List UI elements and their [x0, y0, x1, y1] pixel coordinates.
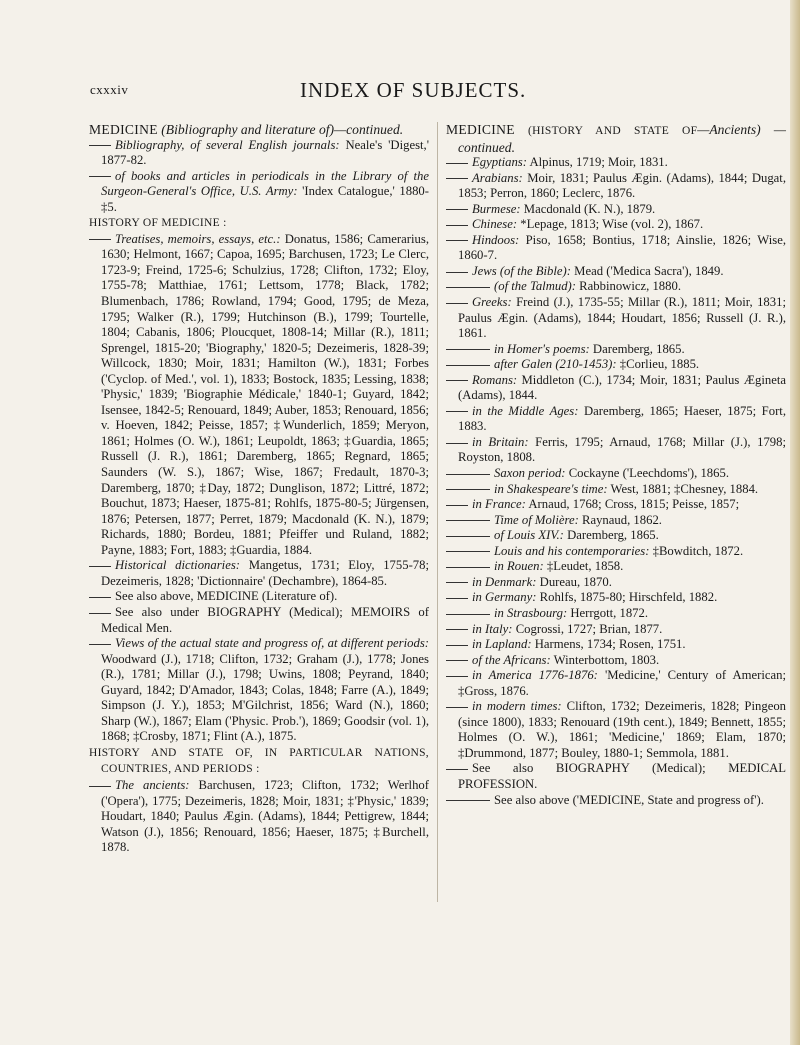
index-entry [446, 155, 786, 171]
ditto-dash [446, 349, 490, 350]
ditto-dash [446, 645, 468, 646]
entry-text: Daremberg, 1865. [589, 341, 685, 356]
left-entries [89, 138, 429, 856]
index-entry [89, 169, 429, 216]
entry-label: HISTORY AND STATE OF, IN PARTICULAR NATIONS, COUNTRIES, AND PERIODS : [89, 746, 429, 776]
ditto-dash [446, 272, 468, 273]
index-entry [446, 497, 786, 513]
entry-text: Alpinus, 1719; Moir, 1831. [526, 155, 668, 170]
index-entry [89, 232, 429, 558]
ditto-dash [446, 582, 468, 583]
entry-label: Egyptians: [472, 155, 527, 170]
entry-label: HISTORY OF MEDICINE : [89, 217, 227, 230]
index-entry [446, 264, 786, 280]
entry-label: in Shakespeare's time: [494, 481, 608, 496]
index-entry [89, 589, 429, 605]
entry-text: Macdonald (K. N.), 1879. [520, 201, 656, 216]
entry-text: Rabbinowicz, 1880. [576, 279, 682, 294]
page-edge [790, 0, 800, 1045]
entry-label: in modern times: [472, 699, 562, 714]
index-entry [89, 778, 429, 856]
ditto-dash [446, 163, 468, 164]
index-entry [446, 653, 786, 669]
ditto-dash [89, 566, 111, 567]
ditto-dash [446, 800, 490, 801]
entry-label: Saxon period: [494, 466, 566, 481]
entry-text: Donatus, 1586; Camerarius, 1630; Helmont, 1667; Capoa, 1695; Barchusen, 1723; Le Clerc, 1723-9; Freind, 1725-6; Schulzius, 1728; Clifton, 1732; Eloy, 1755-78; Matthiae, 1761; Lettsom, 1778; Black, 1782; Blumenbach, 1786; Rowland, 1794; Good, 1795; de Meza, 1795; Walker (R.), 1799; Hutchinson (B.), 1799; Tourtelle, 1804; Cabanis, 1806; Ploucquet, 1808-14; Millar (R.), 1811; Sprengel, 1815-20; 'Biography,' 1820-5; Dezeimeris, 1828-39; Willcock, 1830; Moir, 1831; Hamilton (W.), 1831; Forbes ('Cyclop. of Med.', vol. 1), 1833; Bostock, 1835; Lessing, 1838; 'Physic,' 1839; 'Biographie Médicale,' 1840-1; Guyard, 1842; Isensee, 1842-5; Renouard, 1849; Auber, 1853; Renouard, 1856; v. Hoeven, 1842; Peisse, 1857; ‡Wunderlich, 1859; Meryon, 1861; Holmes (O. W.), 1861; Leupoldt, 1863; ‡Guardia, 1865; Russell (J. R.), 1861; Daremberg, 1865; Regnard, 1865; Saunders (W. S.), 1867; Wise, 1867; Fredault, 1870-3; Daremberg, 1870; ‡Day, 1872; Dunglison, 1872; Littré, 1872; Bouchut, 1873; Haeser, 1875-81; Rohlfs, 1875-80-5; Jürgensen, 1876; Petersen, 1877; Perret, 1879; Macdonald (K. N.), 1879; Richards, 1880; Bordeu, 1881; Pfeiffer und Ruland, 1882; Payne, 1883; Fort, 1883; ‡Guardia, 1884. [101, 231, 429, 557]
ditto-dash [446, 209, 468, 210]
index-entry [446, 528, 786, 544]
page-header [90, 78, 775, 108]
ditto-dash [446, 629, 468, 630]
running-head: INDEX OF SUBJECTS. [300, 78, 527, 102]
entry-text: Dureau, 1870. [536, 574, 612, 589]
entry-label: in France: [472, 497, 526, 512]
entry-text: Barchusen, 1723; Clifton, 1732; Werlhof ('Opera'), 1775; Dezeimeris, 1828; Moir, 1831; ‡'Physic,' 1839; Houdart, 1840; Paulus Ægin. (Adams), 1844; Pettigrew, 1844; Watson (J.), 1856; Renouard, 1856; Haeser, 1875; ‡Burchell, 1878. [101, 777, 429, 855]
ditto-dash [446, 443, 468, 444]
ditto-dash [446, 769, 468, 770]
entry-text: Cockayne ('Leechdoms'), 1865. [565, 466, 730, 481]
index-entry [446, 793, 786, 809]
right-entries [446, 155, 786, 808]
entry-text: Clifton, 1732; Dezeimeris, 1828; Pingeon (since 1800), 1833; Renouard (19th cent.), 1849; Bennett, 1855; Holmes (O. W.), 1861; 'Medicine,' 1869; Elam, 1870; ‡Drummond, 1877; Bouley, 1880-1; Semmola, 1881. [458, 699, 787, 760]
entry-text: Rohlfs, 1875-80; Hirschfeld, 1882. [536, 590, 718, 605]
index-entry [89, 636, 429, 745]
index-entry [446, 171, 786, 202]
entry-text: Cogrossi, 1727; Brian, 1877. [512, 621, 663, 636]
entry-label: Burmese: [472, 201, 521, 216]
entry-label: The ancients: [115, 777, 190, 792]
ditto-dash [89, 613, 111, 614]
entry-label: (of the Talmud): [494, 279, 576, 294]
index-entry [446, 202, 786, 218]
ditto-dash [446, 287, 490, 288]
index-entry [446, 279, 786, 295]
entry-text: See also above ('MEDICINE, State and progress of'). [494, 792, 764, 807]
index-entry [446, 544, 786, 560]
index-entry [446, 637, 786, 653]
entry-text: Winterbottom, 1803. [550, 652, 660, 667]
ditto-dash [446, 536, 490, 537]
ditto-dash [446, 380, 468, 381]
entry-label: Time of Molière: [494, 512, 579, 527]
entry-text: ‡Leudet, 1858. [543, 559, 624, 574]
index-entry [446, 404, 786, 435]
ditto-dash [89, 644, 111, 645]
entry-text: Harmens, 1734; Rosen, 1751. [531, 637, 686, 652]
entry-text: Moir, 1831; Paulus Ægin. (Adams), 1844; Dugat, 1853; Perron, 1860; Leclerc, 1876. [458, 170, 786, 201]
entry-label: Arabians: [472, 170, 523, 185]
right-column-heading: MEDICINE (HISTORY AND STATE OF—Ancients) — continued. [446, 122, 786, 155]
column-divider [437, 122, 438, 902]
entry-label: Views of the actual state and progress of, at different periods: [115, 636, 429, 651]
entry-text: Raynaud, 1862. [578, 512, 662, 527]
entry-label: Romans: [472, 372, 518, 387]
index-entry [446, 559, 786, 575]
entry-label: in Homer's poems: [494, 341, 590, 356]
ditto-dash [446, 505, 468, 506]
ditto-dash [446, 567, 490, 568]
entry-label: Greeks: [472, 295, 512, 310]
entry-text: *Lepage, 1813; Wise (vol. 2), 1867. [517, 217, 704, 232]
index-entry [446, 482, 786, 498]
index-entry [446, 761, 786, 792]
left-column [89, 122, 429, 856]
ditto-dash [446, 178, 468, 179]
index-entry [446, 233, 786, 264]
entry-label: of Louis XIV.: [494, 528, 564, 543]
entry-text: ‡Bowditch, 1872. [649, 543, 744, 558]
entry-label: in Britain: [472, 434, 529, 449]
index-entry [446, 295, 786, 342]
entry-label: Jews (of the Bible): [472, 263, 571, 278]
ditto-dash [446, 489, 490, 490]
entry-text: West, 1881; ‡Chesney, 1884. [607, 481, 759, 496]
index-entry [446, 575, 786, 591]
index-entry [446, 466, 786, 482]
entry-text: Ferris, 1795; Arnaud, 1768; Millar (J.), 1798; Royston, 1808. [458, 434, 786, 465]
index-entry [446, 513, 786, 529]
entry-text: Mead ('Medica Sacra'), 1849. [571, 263, 724, 278]
entry-label: Louis and his contemporaries: [494, 543, 650, 558]
entry-label: Hindoos: [472, 232, 520, 247]
entry-label: in Strasbourg: [494, 605, 568, 620]
index-entry [446, 590, 786, 606]
entry-text: Woodward (J.), 1718; Clifton, 1732; Graham (J.), 1778; Jones (R.), 1781; Millar (J.), 1798; Uwins, 1808; Peyrand, 1840; Guyard, 1842; D'Amador, 1843; Colas, 1848; Farre (A.), 1849; Simpson (J. Y.), 1853; M'Gilchrist, 1856; Ward (N.), 1860; Sharp (W.), 1867; Elam ('Physic. Prob.'), 1869; Goodsir (vol. 1), 1868; ‡Crosby, 1871; Flint (A.), 1875. [101, 651, 429, 744]
entry-text: Neale's 'Digest,' 1877-82. [101, 137, 429, 168]
entry-label: Chinese: [472, 217, 518, 232]
entry-text: Middleton (C.), 1734; Moir, 1831; Paulus Ægineta (Adams), 1844. [458, 372, 786, 403]
ditto-dash [89, 239, 111, 240]
index-entry [89, 745, 429, 778]
ditto-dash [446, 303, 468, 304]
entry-text: ‡Corlieu, 1885. [616, 357, 700, 372]
index-entry [446, 217, 786, 233]
index-entry [89, 215, 429, 232]
index-entry [446, 357, 786, 373]
entry-text: 'Index Catalogue,' 1880-‡5. [101, 184, 429, 214]
right-column [446, 122, 786, 808]
ditto-dash [446, 551, 490, 552]
entry-text: Piso, 1658; Bontius, 1718; Ainslie, 1826; Wise, 1860-7. [458, 232, 786, 263]
ditto-dash [89, 145, 111, 146]
ditto-dash [446, 365, 490, 366]
ditto-dash [446, 520, 490, 521]
entry-text: Freind (J.), 1735-55; Millar (R.), 1811; Moir, 1831; Paulus Ægin. (Adams), 1844; Houdart, 1856; Russell (J. R.), 1861. [458, 295, 786, 341]
entry-label: Treatises, memoirs, essays, etc.: [115, 231, 281, 246]
ditto-dash [446, 676, 468, 677]
index-entry [446, 606, 786, 622]
left-column-heading: MEDICINE (Bibliography and literature of)—continued. [89, 122, 404, 137]
entry-text: Herrgott, 1872. [567, 605, 649, 620]
index-entry [446, 622, 786, 638]
entry-text: Daremberg, 1865; Haeser, 1875; Fort, 1883. [458, 403, 787, 434]
entry-label: in Denmark: [472, 574, 537, 589]
ditto-dash [446, 240, 468, 241]
entry-label: in Lapland: [472, 637, 532, 652]
ditto-dash [446, 474, 490, 475]
entry-label: in Germany: [472, 590, 537, 605]
entry-label: after Galen (210-1453): [494, 357, 617, 372]
entry-label: in the Middle Ages: [472, 403, 579, 418]
index-entry [446, 342, 786, 358]
ditto-dash [446, 225, 468, 226]
index-entry [89, 138, 429, 169]
entry-label: in America 1776-1876: [472, 668, 598, 683]
entry-label: in Rouen: [494, 559, 544, 574]
index-entry [446, 435, 786, 466]
entry-label: Historical dictionaries: [115, 558, 240, 573]
ditto-dash [89, 176, 111, 177]
ditto-dash [446, 598, 468, 599]
entry-text: Daremberg, 1865. [563, 528, 659, 543]
entry-text: See also above, MEDICINE (Literature of). [115, 589, 338, 604]
ditto-dash [446, 411, 468, 412]
entry-label: of books and articles in periodicals in the Library of the Surgeon-General's Office, U.S. Army: [101, 168, 429, 199]
entry-text: See also under BIOGRAPHY (Medical); MEMOIRS of Medical Men. [101, 604, 429, 635]
ditto-dash [89, 597, 111, 598]
ditto-dash [89, 786, 111, 787]
entry-text: Mangetus, 1731; Eloy, 1755-78; Dezeimeris, 1828; 'Dictionnaire' (Dechambre), 1864-85. [101, 558, 430, 588]
ditto-dash [446, 660, 468, 661]
entry-label: in Italy: [472, 621, 513, 636]
ditto-dash [446, 614, 490, 615]
index-entry [89, 558, 429, 589]
index-entry [446, 699, 786, 761]
index-entry [446, 373, 786, 404]
page-number: cxxxiv [90, 82, 129, 97]
entry-text: See also BIOGRAPHY (Medical); MEDICAL PROFESSION. [458, 761, 786, 791]
entry-text: 'Medicine,' Century of American; ‡Gross, 1876. [458, 668, 786, 698]
entry-label: Bibliography, of several English journals: [115, 137, 340, 152]
index-entry [89, 605, 429, 636]
index-entry [446, 668, 786, 699]
ditto-dash [446, 707, 468, 708]
entry-text: Arnaud, 1768; Cross, 1815; Peisse, 1857; [525, 497, 740, 512]
entry-label: of the Africans: [472, 652, 551, 667]
